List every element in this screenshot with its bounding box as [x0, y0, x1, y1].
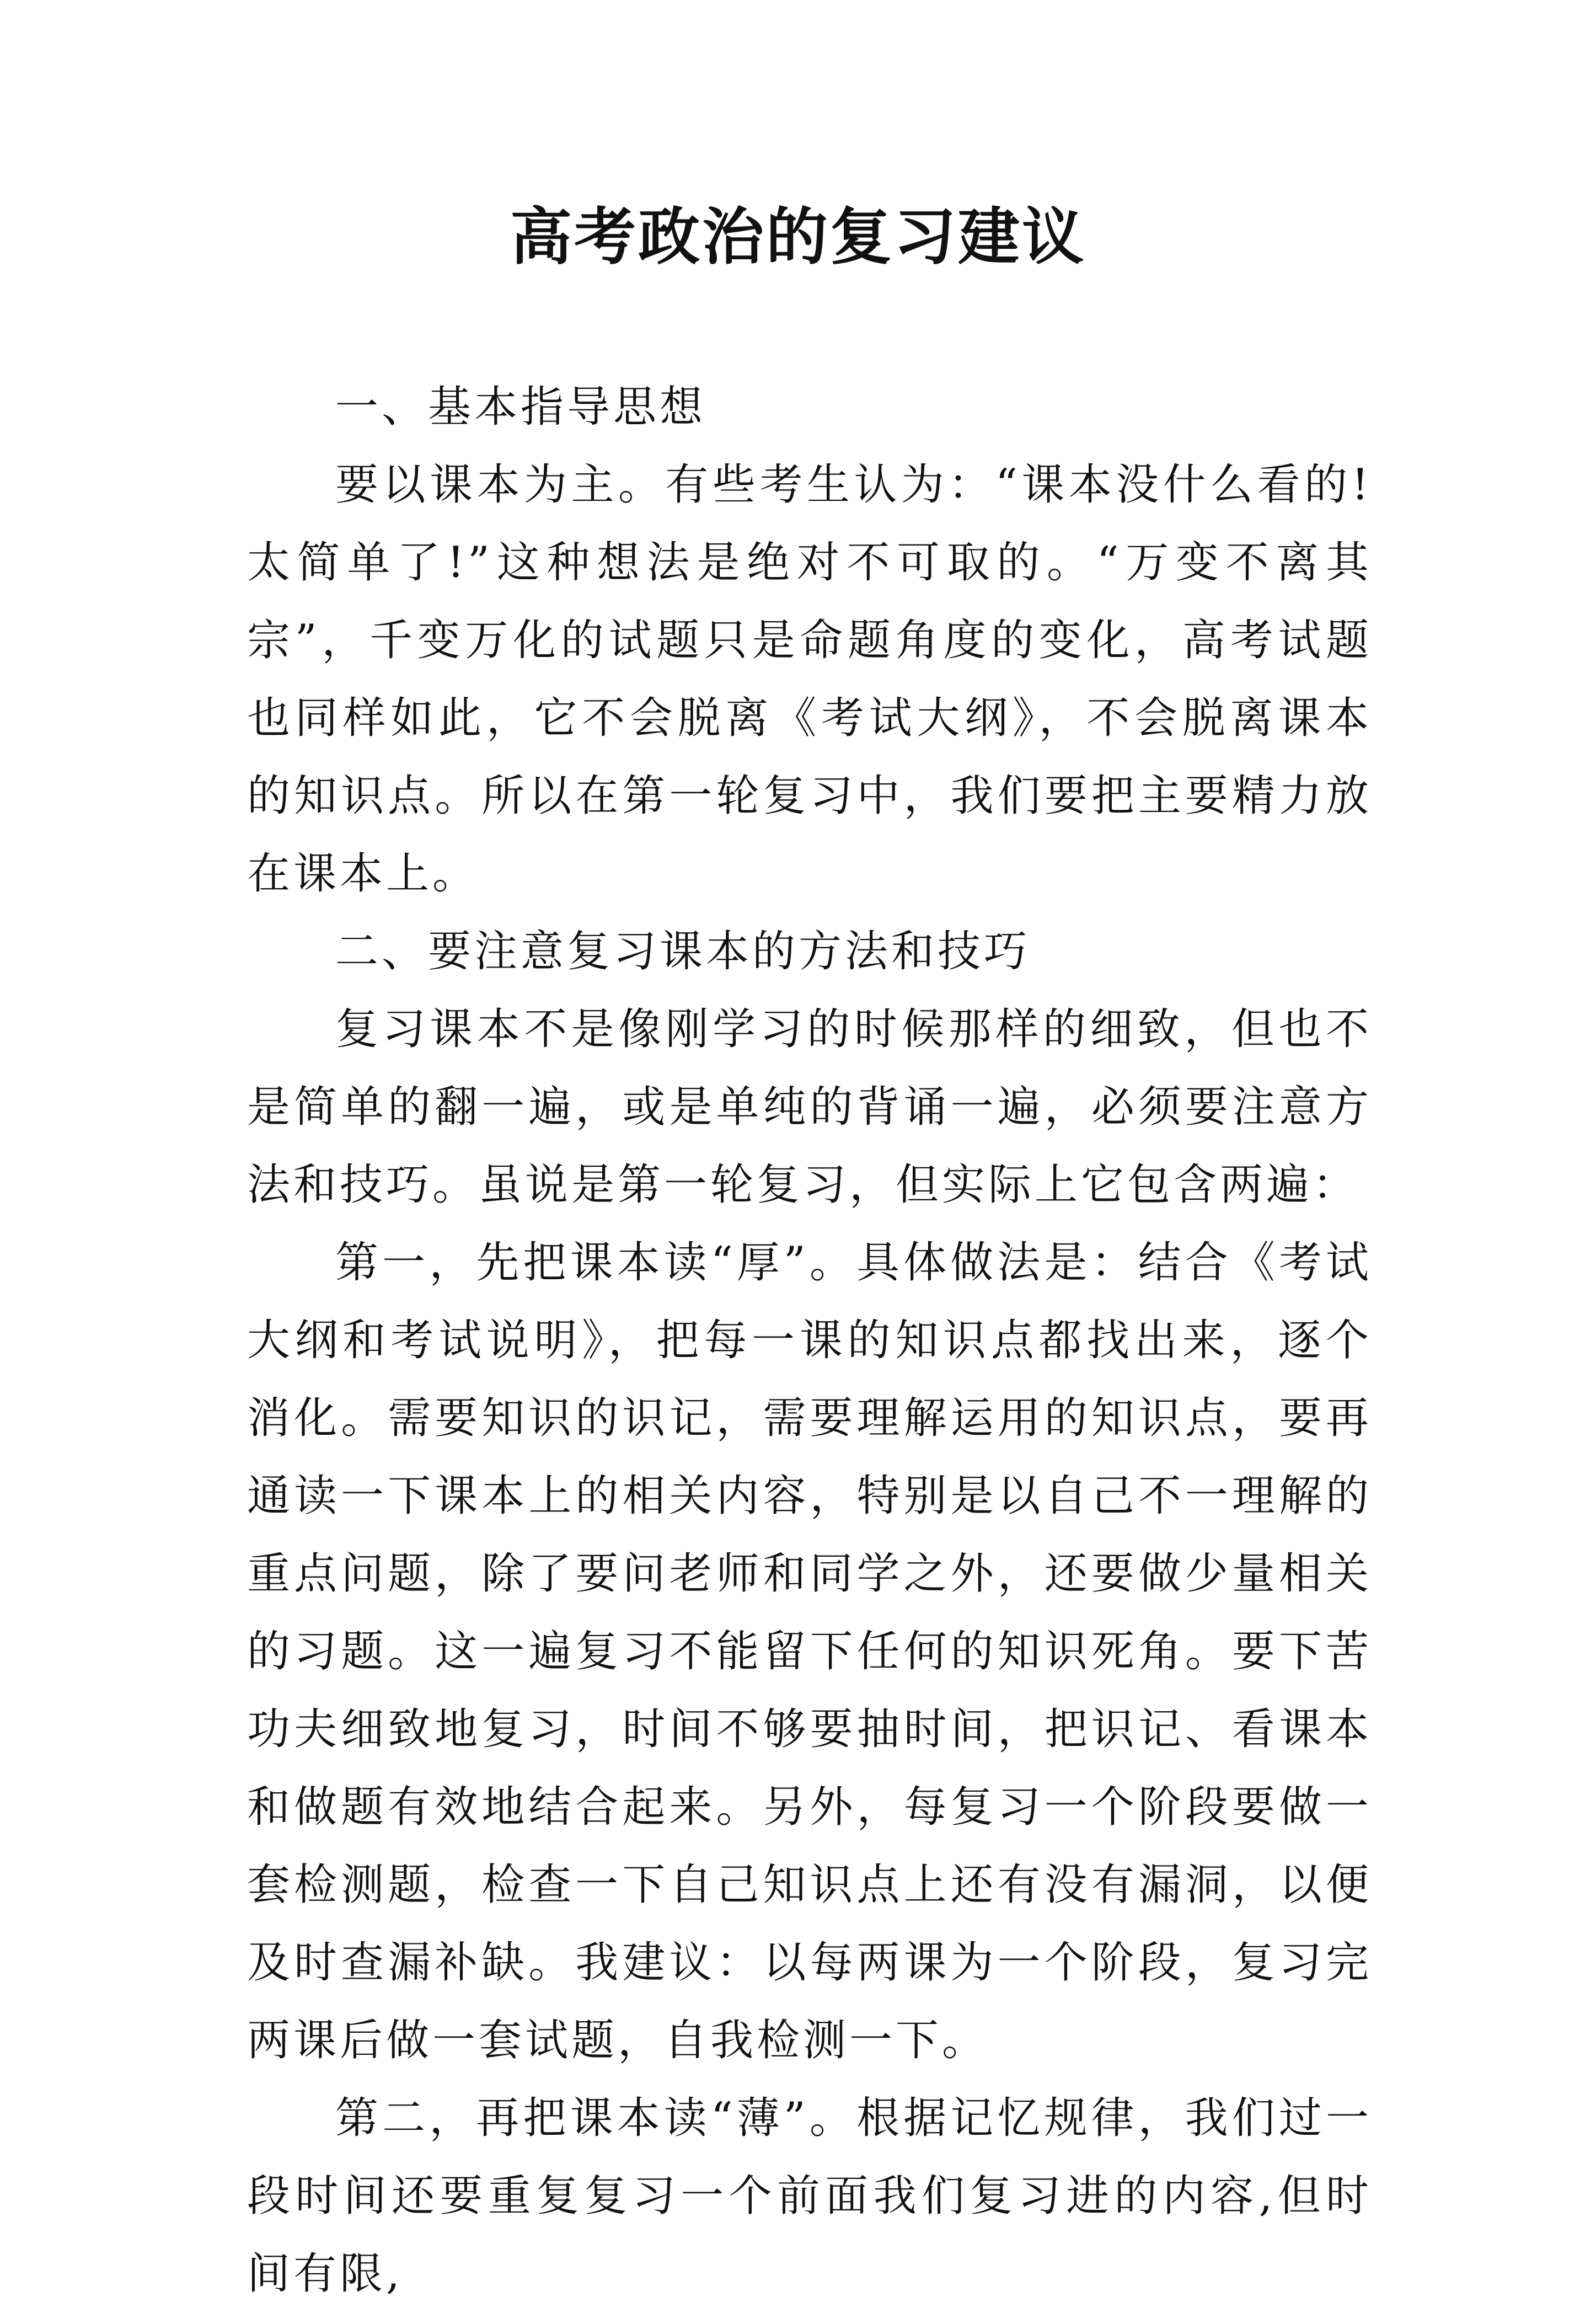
- paragraph-review-methods: 复习课本不是像刚学习的时候那样的细致，但也不是简单的翻一遍，或是单纯的背诵一遍，必须要注意方法和技巧。虽说是第一轮复习，但实际上它包含两遍：: [247, 1005, 1372, 1210]
- section-heading-2: 二、要注意复习课本的方法和技巧: [335, 927, 1031, 976]
- paragraph-read-thick: 第一，先把课本读“厚”。具体做法是：结合《考试大纲和考试说明》，把每一课的知识点都找出来，逐个消化。需要知识的识记，需要理解运用的知识点，要再通读一下课本上的相关内容，特别是以自己不一理解的重点问题，除了要问老师和同学之外，还要做少量相关的习题。这一遍复习不能留下任何的知识死角。要下苦功夫细致地复习，时间不够要抽时间，把识记、看课本和做题有效地结合起来。另外，每复习一个阶段要做一套检测题，检查一下自己知识点上还有没有漏洞，以便及时查漏补缺。我建议：以每两课为一个阶段，复习完两课后做一套试题，自我检测一下。: [247, 1238, 1372, 2065]
- paragraph-read-thin: 第二，再把课本读“薄”。根据记忆规律，我们过一段时间还要重复复习一个前面我们复习进的内容,但时间有限,: [247, 2093, 1372, 2299]
- section-heading-1: 一、基本指导思想: [335, 382, 706, 432]
- document-title: 高考政治的复习建议: [510, 201, 1086, 273]
- paragraph-textbook-focus: 要以课本为主。有些考生认为：“课本没什么看的!太简单了!”这种想法是绝对不可取的。“万变不离其宗”，千变万化的试题只是命题角度的变化，高考试题也同样如此，它不会脱离《考试大纲》，不会脱离课本的知识点。所以在第一轮复习中，我们要把主要精力放在课本上。: [247, 460, 1372, 899]
- document-body: [247, 368, 1372, 2313]
